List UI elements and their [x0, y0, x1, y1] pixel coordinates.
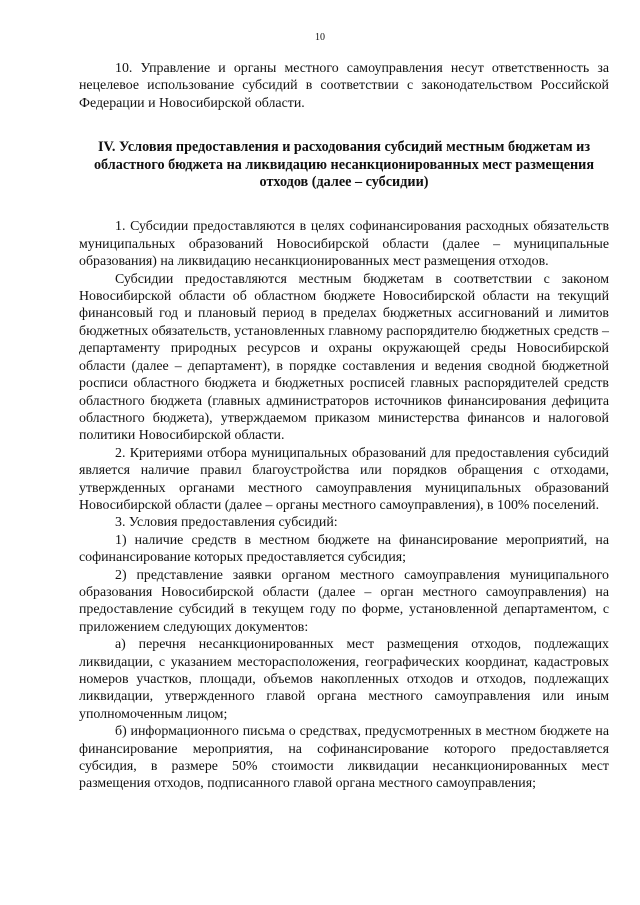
section-title: IV. Условия предоставления и расходования субсидий местным бюджетам из областного бюджета на ликвидацию несанкционированных мест размещения отходов (далее – субсидии) [93, 139, 595, 191]
paragraph-1: 1. Субсидии предоставляются в целях софинансирования расходных обязательств муниципальных образований Новосибирской области (далее – муниципальные образования) на ликвидацию несанкционированных мест размещения отходов. [79, 219, 609, 270]
paragraph-2: Субсидии предоставляются местным бюджетам в соответствии с законом Новосибирской области об областном бюджете Новосибирской области на текущий финансовый год и плановый период в пределах бюджетных ассигнований и лимитов бюджетных обязательств, установленных главному распорядителю бюджетных средств – департаменту природных ресурсов и охраны окружающей среды Новосибирской области (далее – департамент), в порядке составления и ведения сводной бюджетной росписи областного бюджета и бюджетных росписей главных распорядителей средств областного бюджета (главных администраторов источников финансирования дефицита областного бюджета), утверждаемом приказом министерства финансов и налоговой политики Новосибирской области. [79, 271, 609, 444]
intro-paragraph: 10. Управление и органы местного самоуправления несут ответственность за нецелевое использование субсидий в соответствии с законодательством Российской Федерации и Новосибирской области. [79, 61, 609, 111]
paragraph-6: 2) представление заявки органом местного самоуправления муниципального образования Новосибирской области (далее – орган местного самоуправления) на предоставление субсидий в текущем году по форме, установленной департаментом, с приложением следующих документов: [79, 567, 609, 635]
page-number: 10 [315, 32, 325, 43]
paragraph-4: 3. Условия предоставления субсидий: [115, 515, 338, 531]
paragraph-5: 1) наличие средств в местном бюджете на финансирование мероприятий, на софинансирование которых предоставляется субсидия; [79, 532, 609, 566]
paragraph-8: б) информационного письма о средствах, предусмотренных в местном бюджете на финансирование мероприятия, на софинансирование которого предоставляется субсидия, в размере 50% стоимости ликвидации несанкционированных мест размещения отходов, подписанного главой органа местного самоуправления; [79, 724, 609, 792]
paragraph-3: 2. Критериями отбора муниципальных образований для предоставления субсидий является наличие правил благоустройства или порядков обращения с отходами, утвержденных органами местного самоуправления муниципальных образований Новосибирской области (далее – органы местного самоуправления), в 100% поселений. [79, 445, 609, 513]
paragraph-7: а) перечня несанкционированных мест размещения отходов, подлежащих ликвидации, с указанием месторасположения, географических координат, кадастровых номеров участков, площади, объемов накопленных отходов и отходов, подлежащих ликвидации, утвержденного главой органа местного самоуправления или иным уполномоченным лицом; [79, 637, 609, 722]
document-body [79, 60, 609, 793]
